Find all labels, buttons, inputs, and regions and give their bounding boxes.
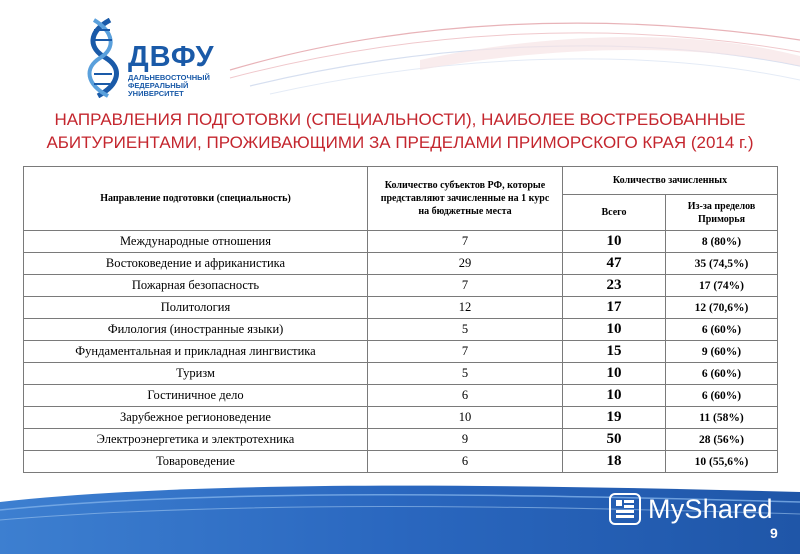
table-row (24, 253, 778, 275)
cell-subjects: 10 (368, 407, 563, 429)
cell-subjects: 7 (368, 275, 563, 297)
myshared-brand[interactable] (608, 492, 773, 526)
table-row (24, 363, 778, 385)
logo-line-1: ДАЛЬНЕВОСТОЧНЫЙ (128, 73, 210, 82)
cell-subjects: 6 (368, 385, 563, 407)
cell-direction: Востоковедение и африканистика (24, 253, 368, 275)
cell-outside: 6 (60%) (666, 385, 778, 407)
header-enrolled: Количество зачисленных (563, 167, 778, 195)
cell-direction: Туризм (24, 363, 368, 385)
cell-total: 23 (563, 275, 666, 297)
cell-direction: Товароведение (24, 451, 368, 473)
cell-outside: 10 (55,6%) (666, 451, 778, 473)
cell-outside: 28 (56%) (666, 429, 778, 451)
table-row (24, 275, 778, 297)
brand-text: MyShared (648, 493, 773, 524)
myshared-icon (608, 492, 642, 526)
cell-total: 18 (563, 451, 666, 473)
cell-direction: Международные отношения (24, 231, 368, 253)
table-row (24, 407, 778, 429)
cell-outside: 12 (70,6%) (666, 297, 778, 319)
cell-subjects: 12 (368, 297, 563, 319)
cell-total: 10 (563, 363, 666, 385)
table-row (24, 451, 778, 473)
cell-direction: Пожарная безопасность (24, 275, 368, 297)
cell-subjects: 6 (368, 451, 563, 473)
page-number: 9 (770, 525, 778, 541)
header-outside: Из-за пределов Приморья (666, 195, 778, 231)
table-row (24, 297, 778, 319)
logo-abbreviation: ДВФУ (128, 41, 215, 73)
dvfu-logo (80, 18, 230, 98)
cell-subjects: 5 (368, 319, 563, 341)
cell-direction: Зарубежное регионоведение (24, 407, 368, 429)
cell-subjects: 9 (368, 429, 563, 451)
logo-line-2: ФЕДЕРАЛЬНЫЙ (128, 81, 189, 90)
cell-outside: 6 (60%) (666, 319, 778, 341)
cell-subjects: 7 (368, 231, 563, 253)
logo-line-3: УНИВЕРСИТЕТ (128, 89, 184, 98)
cell-outside: 11 (58%) (666, 407, 778, 429)
cell-total: 17 (563, 297, 666, 319)
cell-total: 15 (563, 341, 666, 363)
enrollment-table (23, 166, 778, 473)
cell-outside: 9 (60%) (666, 341, 778, 363)
header-direction: Направление подготовки (специальность) (24, 167, 368, 231)
cell-subjects: 5 (368, 363, 563, 385)
title-line-1: НАПРАВЛЕНИЯ ПОДГОТОВКИ (СПЕЦИАЛЬНОСТИ), НАИБОЛЕЕ ВОСТРЕБОВАННЫЕ (54, 110, 746, 129)
dna-helix-icon (80, 18, 126, 98)
cell-outside: 6 (60%) (666, 363, 778, 385)
cell-total: 50 (563, 429, 666, 451)
cell-total: 10 (563, 385, 666, 407)
cell-total: 19 (563, 407, 666, 429)
table-row (24, 385, 778, 407)
table-row (24, 341, 778, 363)
cell-direction: Электроэнергетика и электротехника (24, 429, 368, 451)
cell-total: 10 (563, 231, 666, 253)
cell-direction: Политология (24, 297, 368, 319)
table-row (24, 319, 778, 341)
cell-subjects: 7 (368, 341, 563, 363)
table-row (24, 429, 778, 451)
header-subjects: Количество субъектов РФ, которые представляют зачисленные на 1 курс на бюджетные места (368, 167, 563, 231)
cell-subjects: 29 (368, 253, 563, 275)
slide-title (40, 108, 760, 154)
cell-direction: Гостиничное дело (24, 385, 368, 407)
cell-direction: Фундаментальная и прикладная лингвистика (24, 341, 368, 363)
cell-outside: 8 (80%) (666, 231, 778, 253)
cell-total: 47 (563, 253, 666, 275)
title-line-2: АБИТУРИЕНТАМИ, ПРОЖИВАЮЩИМИ ЗА ПРЕДЕЛАМИ ПРИМОРСКОГО КРАЯ (2014 г.) (46, 133, 754, 152)
table-row (24, 231, 778, 253)
cell-outside: 35 (74,5%) (666, 253, 778, 275)
cell-direction: Филология (иностранные языки) (24, 319, 368, 341)
cell-total: 10 (563, 319, 666, 341)
header-total: Всего (563, 195, 666, 231)
cell-outside: 17 (74%) (666, 275, 778, 297)
